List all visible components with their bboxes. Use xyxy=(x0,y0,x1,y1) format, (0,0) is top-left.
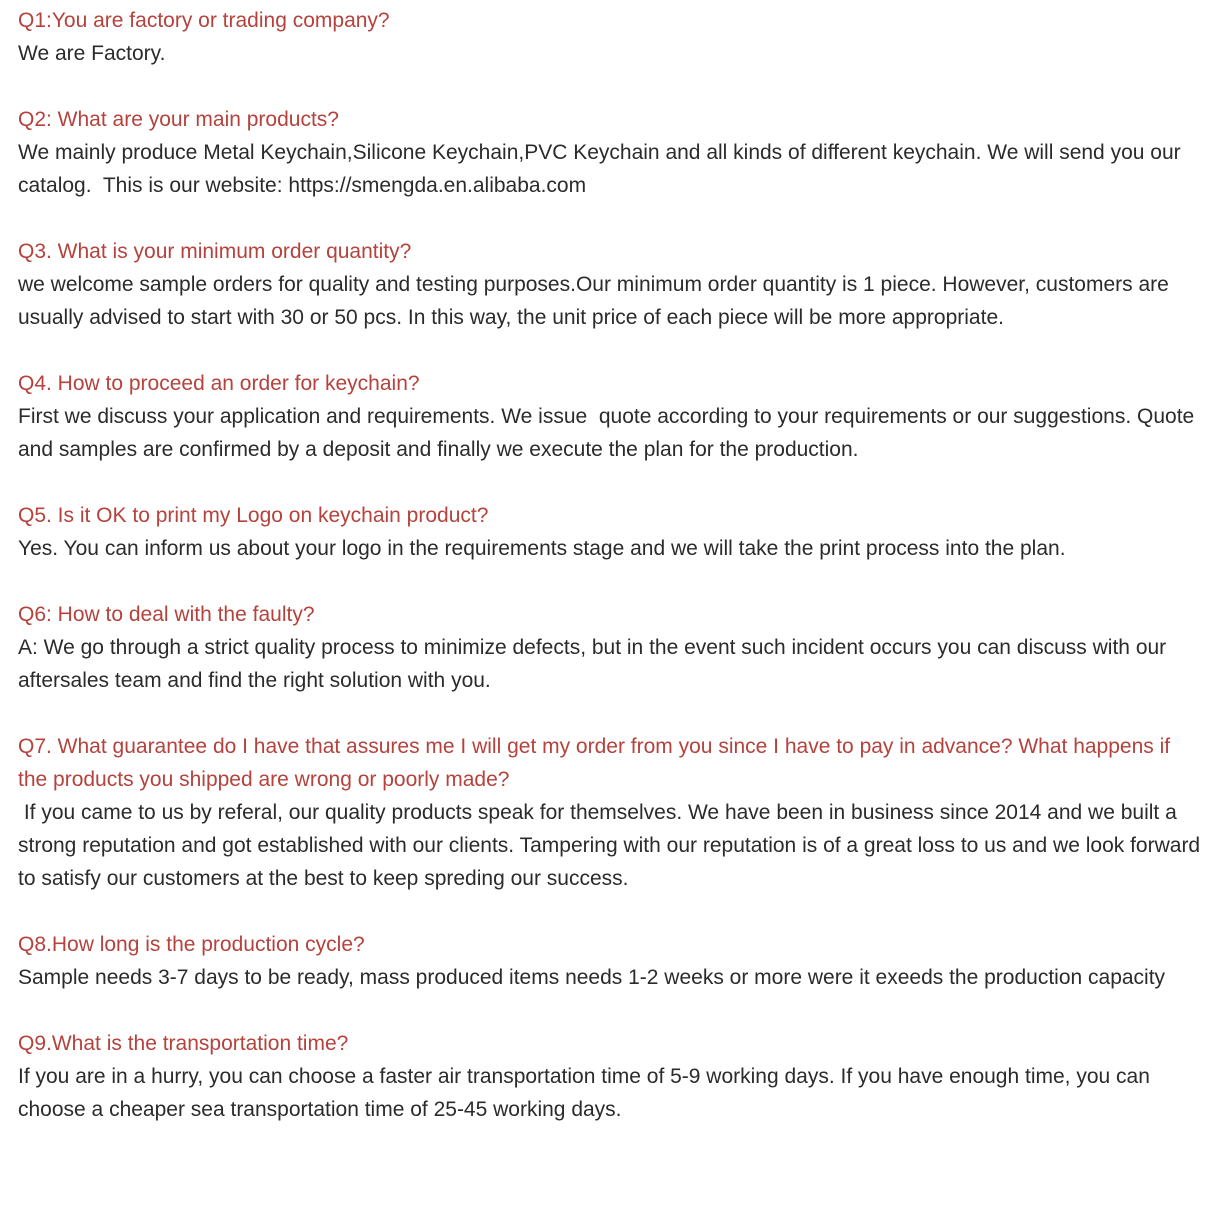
faq-item-q2 xyxy=(18,103,1203,202)
faq-item-q6 xyxy=(18,598,1203,697)
faq-answer: Yes. You can inform us about your logo in the requirements stage and we will take the print process into the plan. xyxy=(18,537,1066,560)
faq-list xyxy=(18,4,1206,1159)
faq-answer: we welcome sample orders for quality and testing purposes.Our minimum order quantity is 1 piece. However, customers are usually advised to start with 30 or 50 pcs. In this way, the unit price of each piece will be more appropriate. xyxy=(18,273,1175,329)
faq-item-q5 xyxy=(18,499,1203,565)
faq-item-q9 xyxy=(18,1027,1203,1126)
faq-answer: Sample needs 3-7 days to be ready, mass produced items needs 1-2 weeks or more were it exeeds the production capacity xyxy=(18,966,1166,989)
faq-question: Q1:You are factory or trading company? xyxy=(18,9,390,32)
faq-question: Q8.How long is the production cycle? xyxy=(18,933,365,956)
faq-item-q3 xyxy=(18,235,1203,334)
faq-question: Q3. What is your minimum order quantity? xyxy=(18,240,412,263)
faq-question: Q2: What are your main products? xyxy=(18,108,339,131)
faq-answer: If you are in a hurry, you can choose a faster air transportation time of 5-9 working days. If you have enough time, you can choose a cheaper sea transportation time of 25-45 working days. xyxy=(18,1065,1156,1121)
faq-item-q4 xyxy=(18,367,1203,466)
faq-question: Q9.What is the transportation time? xyxy=(18,1032,349,1055)
faq-item-q1 xyxy=(18,4,1203,70)
faq-answer: A: We go through a strict quality process to minimize defects, but in the event such incident occurs you can discuss with our aftersales team and find the right solution with you. xyxy=(18,636,1173,692)
faq-answer: We mainly produce Metal Keychain,Silicone Keychain,PVC Keychain and all kinds of different keychain. We will send you our catalog. This is our website: https://smengda.en.alibaba.com xyxy=(18,141,1187,197)
faq-question: Q4. How to proceed an order for keychain? xyxy=(18,372,420,395)
faq-answer: We are Factory. xyxy=(18,42,166,65)
faq-answer: If you came to us by referal, our quality products speak for themselves. We have been in business since 2014 and we built a strong reputation and got established with our clients. Tampering with our reputation is of a great loss to us and we look forward to satisfy our customers at the best to keep spreding our success. xyxy=(18,801,1206,890)
faq-question: Q7. What guarantee do I have that assures me I will get my order from you since I have to pay in advance? What happens if the products you shipped are wrong or poorly made? xyxy=(18,735,1171,791)
faq-item-q8 xyxy=(18,928,1203,994)
faq-item-q7 xyxy=(18,730,1206,895)
faq-question: Q6: How to deal with the faulty? xyxy=(18,603,315,626)
faq-question: Q5. Is it OK to print my Logo on keychain product? xyxy=(18,504,489,527)
faq-answer: First we discuss your application and requirements. We issue quote according to your requirements or our suggestions. Quote and samples are confirmed by a deposit and finally we execute the plan for the production. xyxy=(18,405,1201,461)
